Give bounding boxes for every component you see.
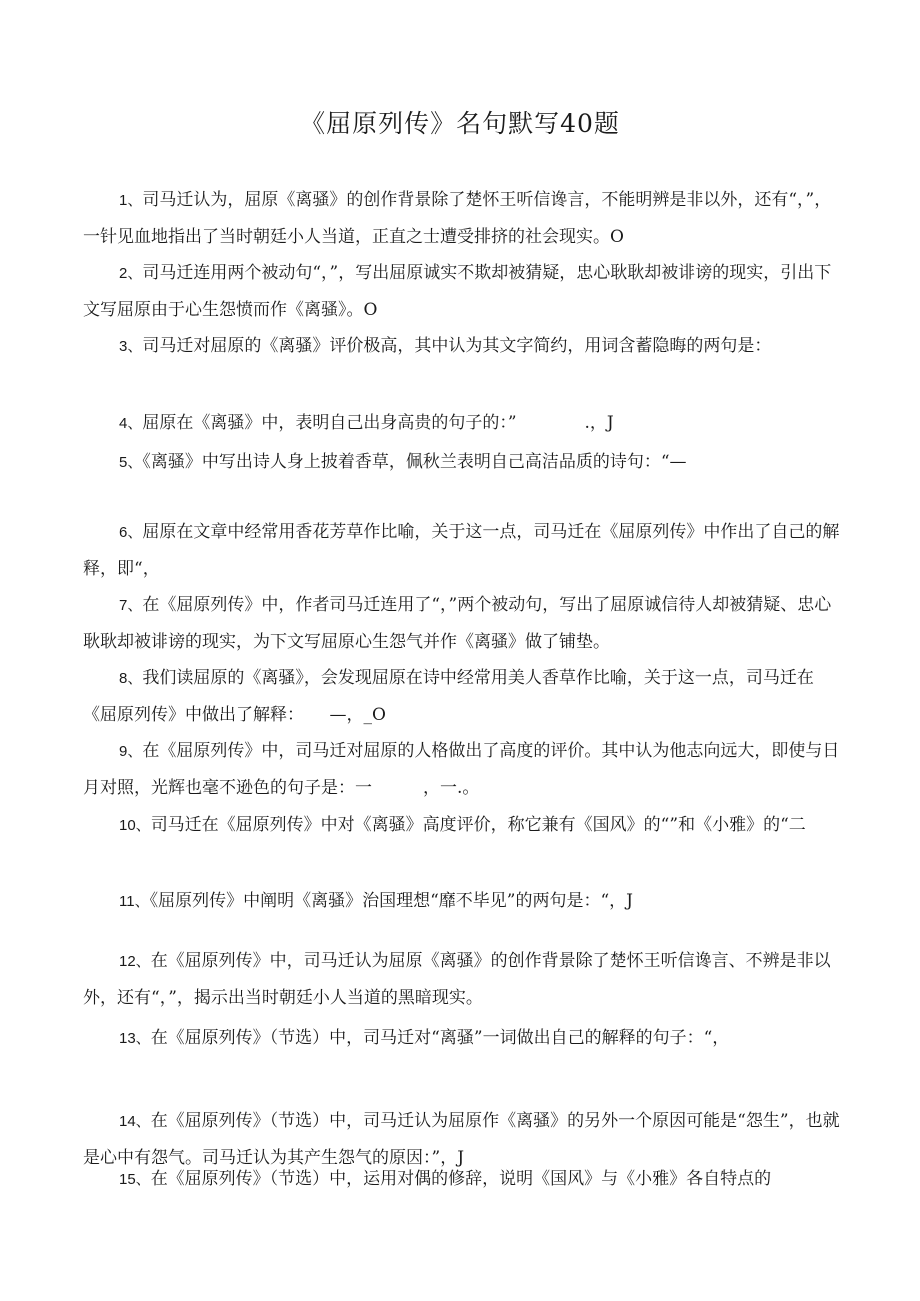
question-text: 屈原在文章中经常用香花芳草作比喻，关于这一点，司马迁在《屈原列传》中作出了自己的解释，即“， bbox=[83, 522, 840, 579]
question-text: 司马迁连用两个被动句“，”，写出屈原诚实不欺却被猜疑，忠心耿耿却被诽谤的现实，引出下文写屈原由于心生怨愤而作《离骚》。O bbox=[83, 263, 832, 320]
question-text: 《离骚》中写出诗人身上披着香草，佩秋兰表明自己高洁品质的诗句：“— bbox=[142, 452, 687, 472]
question-number: 8、 bbox=[119, 670, 143, 687]
question-text: 司马迁认为，屈原《离骚》的创作背景除了楚怀王听信谗言，不能明辨是非以外，还有“，”，一针见血地指出了当时朝廷小人当道，正直之士遭受排挤的社会现实。O bbox=[83, 190, 832, 247]
question-15 bbox=[83, 1161, 843, 1198]
question-number: 9、 bbox=[119, 743, 143, 760]
question-number: 3、 bbox=[119, 338, 143, 355]
question-2 bbox=[83, 255, 843, 328]
question-10 bbox=[83, 807, 843, 844]
question-text: 我们读屈原的《离骚》，会发现屈原在诗中经常用美人香草作比喻，关于这一点，司马迁在《屈原列传》中做出了解释： —，_O bbox=[83, 668, 814, 725]
question-12 bbox=[83, 943, 843, 1016]
question-number: 10、 bbox=[119, 817, 151, 834]
question-1 bbox=[83, 182, 843, 255]
document-title: 《屈原列传》名句默写40题 bbox=[300, 109, 620, 138]
question-text: 司马迁在《屈原列传》中对《离骚》高度评价，称它兼有《国风》的“”和《小雅》的“二 bbox=[150, 815, 806, 835]
question-text: 在《屈原列传》（节选）中，司马迁认为屈原作《离骚》的另外一个原因可能是“怨生”，也就是心中有怨气。司马迁认为其产生怨气的原因：”，J bbox=[83, 1111, 840, 1168]
question-number: 11、 bbox=[119, 893, 150, 910]
question-number: 14、 bbox=[119, 1113, 151, 1130]
question-number: 6、 bbox=[119, 524, 143, 541]
question-3 bbox=[83, 328, 843, 365]
question-5 bbox=[83, 444, 843, 481]
question-text: 《屈原列传》中阐明《离骚》治国理想“靡不毕见”的两句是：“，J bbox=[149, 891, 633, 911]
question-text: 在《屈原列传》（节选）中，司马迁对“离骚”一词做出自己的解释的句子：“， bbox=[150, 1028, 730, 1048]
question-text: 司马迁对屈原的《离骚》评价极高，其中认为其文字简约，用词含蓄隐晦的两句是： bbox=[142, 336, 772, 356]
question-9 bbox=[83, 733, 843, 806]
question-text: 在《屈原列传》中，司马迁对屈原的人格做出了高度的评价。其中认为他志向远大，即使与日月对照，光辉也毫不逊色的句子是：一 ，一.。 bbox=[83, 741, 840, 798]
question-number: 2、 bbox=[119, 265, 143, 282]
question-7 bbox=[83, 587, 843, 660]
question-number: 1、 bbox=[119, 192, 143, 209]
question-6 bbox=[83, 514, 843, 587]
question-number: 5、 bbox=[119, 454, 143, 471]
question-number: 4、 bbox=[119, 415, 143, 432]
question-text: 在《屈原列传》中，司马迁认为屈原《离骚》的创作背景除了楚怀王听信谗言、不辨是非以外，还有“，”，揭示出当时朝廷小人当道的黑暗现实。 bbox=[83, 951, 831, 1008]
question-number: 12、 bbox=[119, 953, 151, 970]
question-number: 13、 bbox=[119, 1030, 151, 1047]
question-13 bbox=[83, 1020, 843, 1057]
question-8 bbox=[83, 660, 843, 733]
question-text: 在《屈原列传》（节选）中，运用对偶的修辞，说明《国风》与《小雅》各自特点的 bbox=[150, 1169, 772, 1189]
question-number: 15、 bbox=[119, 1171, 151, 1188]
question-4 bbox=[83, 405, 843, 442]
question-11 bbox=[83, 883, 843, 920]
question-number: 7、 bbox=[119, 597, 143, 614]
question-text: 屈原在《离骚》中，表明自己出身高贵的句子的：” .，J bbox=[142, 413, 614, 433]
question-text: 在《屈原列传》中，作者司马迁连用了“，”两个被动句，写出了屈原诚信待人却被猜疑、忠心耿耿却被诽谤的现实，为下文写屈原心生怨气并作《离骚》做了铺垫。 bbox=[83, 595, 832, 652]
